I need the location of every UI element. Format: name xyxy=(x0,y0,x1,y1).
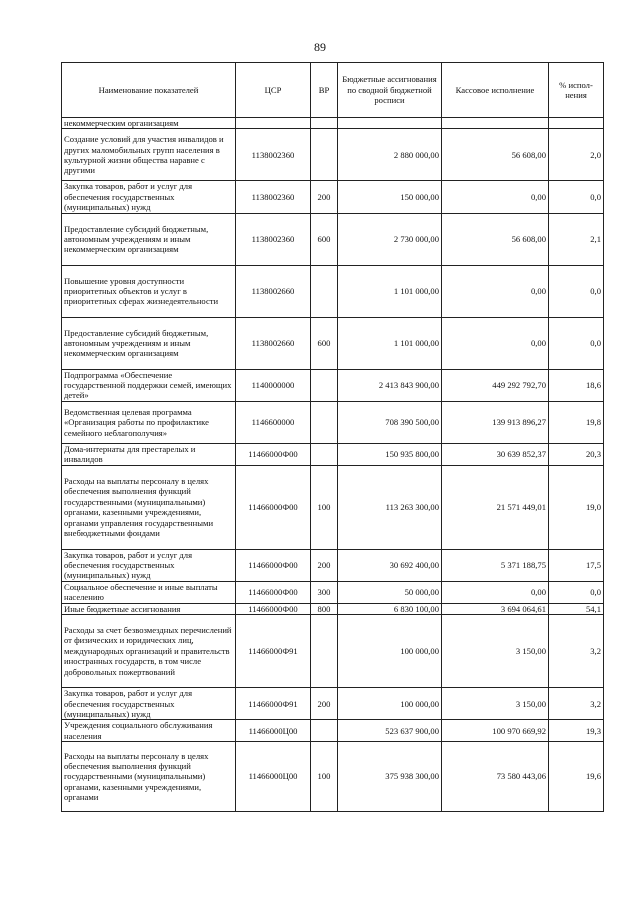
row-cash-cell xyxy=(442,118,549,129)
table-row xyxy=(62,369,604,401)
row-cash-cell: 139 913 896,27 xyxy=(442,401,549,443)
table-row xyxy=(62,317,604,369)
row-cash-cell: 449 292 792,70 xyxy=(442,369,549,401)
row-csr-cell: 1138002660 xyxy=(236,265,311,317)
row-vr-cell: 800 xyxy=(311,603,338,614)
row-budget-cell: 1 101 000,00 xyxy=(338,317,442,369)
row-name-cell: Ведомственная целевая программа «Организация работы по профилактике семейного неблагополучия» xyxy=(62,401,236,443)
row-csr-cell xyxy=(236,118,311,129)
row-cash-cell: 0,00 xyxy=(442,265,549,317)
row-csr-cell: 11466000Ф00 xyxy=(236,465,311,549)
row-csr-cell: 11466000Ф00 xyxy=(236,549,311,581)
header-cash: Кассовое исполнение xyxy=(442,63,549,118)
row-budget-cell: 50 000,00 xyxy=(338,581,442,603)
row-cash-cell: 3 150,00 xyxy=(442,688,549,720)
row-vr-cell xyxy=(311,401,338,443)
row-vr-cell: 100 xyxy=(311,465,338,549)
header-csr: ЦСР xyxy=(236,63,311,118)
row-cash-cell: 0,00 xyxy=(442,317,549,369)
row-budget-cell xyxy=(338,118,442,129)
table-row xyxy=(62,465,604,549)
row-pct-cell: 2,0 xyxy=(549,129,604,181)
row-name-cell: некоммерческим организациям xyxy=(62,118,236,129)
row-csr-cell: 1140000000 xyxy=(236,369,311,401)
row-name-cell: Предоставление субсидий бюджетным, автономным учреждениям и иным некоммерческим организациям xyxy=(62,213,236,265)
table-row xyxy=(62,720,604,742)
row-budget-cell: 1 101 000,00 xyxy=(338,265,442,317)
row-cash-cell: 30 639 852,37 xyxy=(442,443,549,465)
table-row xyxy=(62,549,604,581)
row-pct-cell: 0,0 xyxy=(549,181,604,213)
row-csr-cell: 1138002660 xyxy=(236,317,311,369)
row-csr-cell: 1138002360 xyxy=(236,213,311,265)
row-cash-cell: 0,00 xyxy=(442,181,549,213)
table-row xyxy=(62,603,604,614)
row-name-cell: Закупка товаров, работ и услуг для обеспечения государственных (муниципальных) нужд xyxy=(62,181,236,213)
row-name-cell: Расходы на выплаты персоналу в целях обеспечения выполнения функций государственными (муниципальными) органами, казенными учреждениями, органами xyxy=(62,742,236,812)
row-vr-cell: 300 xyxy=(311,581,338,603)
table-row xyxy=(62,443,604,465)
row-pct-cell: 3,2 xyxy=(549,615,604,688)
row-name-cell: Социальное обеспечение и иные выплаты населению xyxy=(62,581,236,603)
header-budget: Бюджетные ассигнования по сводной бюджетной росписи xyxy=(338,63,442,118)
row-pct-cell: 54,1 xyxy=(549,603,604,614)
row-name-cell: Закупка товаров, работ и услуг для обеспечения государственных (муниципальных) нужд xyxy=(62,549,236,581)
row-budget-cell: 30 692 400,00 xyxy=(338,549,442,581)
row-name-cell: Повышение уровня доступности приоритетных объектов и услуг в приоритетных сферах жизнедеятельности xyxy=(62,265,236,317)
header-name: Наименование показателей xyxy=(62,63,236,118)
row-budget-cell: 2 413 843 900,00 xyxy=(338,369,442,401)
row-name-cell: Учреждения социального обслуживания населения xyxy=(62,720,236,742)
row-csr-cell: 11466000Ц00 xyxy=(236,742,311,812)
row-budget-cell: 2 880 000,00 xyxy=(338,129,442,181)
header-pct: % испол- нения xyxy=(549,63,604,118)
row-csr-cell: 11466000Ф91 xyxy=(236,688,311,720)
row-pct-cell: 18,6 xyxy=(549,369,604,401)
table-header-row xyxy=(62,63,604,118)
row-vr-cell: 100 xyxy=(311,742,338,812)
row-pct-cell: 0,0 xyxy=(549,581,604,603)
row-name-cell: Создание условий для участия инвалидов и других маломобильных групп населения в культурной жизни общества наравне с другими xyxy=(62,129,236,181)
row-name-cell: Расходы за счет безвозмездных перечислений от физических и юридических лиц, международных организаций и правительств иностранных государств, в том числе добровольных пожертвований xyxy=(62,615,236,688)
table-row xyxy=(62,213,604,265)
row-vr-cell xyxy=(311,129,338,181)
row-vr-cell: 600 xyxy=(311,213,338,265)
row-budget-cell: 2 730 000,00 xyxy=(338,213,442,265)
header-vr: ВР xyxy=(311,63,338,118)
row-name-cell: Предоставление субсидий бюджетным, автономным учреждениям и иным некоммерческим организациям xyxy=(62,317,236,369)
row-budget-cell: 113 263 300,00 xyxy=(338,465,442,549)
row-vr-cell xyxy=(311,615,338,688)
row-cash-cell: 56 608,00 xyxy=(442,213,549,265)
row-budget-cell: 6 830 100,00 xyxy=(338,603,442,614)
row-cash-cell: 0,00 xyxy=(442,581,549,603)
row-csr-cell: 11466000Ф00 xyxy=(236,581,311,603)
row-csr-cell: 1146600000 xyxy=(236,401,311,443)
row-name-cell: Дома-интернаты для престарелых и инвалидов xyxy=(62,443,236,465)
budget-execution-table xyxy=(61,62,604,812)
row-cash-cell: 5 371 188,75 xyxy=(442,549,549,581)
row-vr-cell: 200 xyxy=(311,549,338,581)
row-vr-cell xyxy=(311,265,338,317)
row-vr-cell: 200 xyxy=(311,181,338,213)
row-budget-cell: 708 390 500,00 xyxy=(338,401,442,443)
row-csr-cell: 1138002360 xyxy=(236,129,311,181)
row-pct-cell: 2,1 xyxy=(549,213,604,265)
row-budget-cell: 150 000,00 xyxy=(338,181,442,213)
table-row xyxy=(62,129,604,181)
row-pct-cell: 17,5 xyxy=(549,549,604,581)
row-name-cell: Закупка товаров, работ и услуг для обеспечения государственных (муниципальных) нужд xyxy=(62,688,236,720)
row-budget-cell: 375 938 300,00 xyxy=(338,742,442,812)
row-csr-cell: 11466000Ф91 xyxy=(236,615,311,688)
row-budget-cell: 150 935 800,00 xyxy=(338,443,442,465)
row-csr-cell: 11466000Ц00 xyxy=(236,720,311,742)
row-vr-cell xyxy=(311,720,338,742)
row-pct-cell: 0,0 xyxy=(549,265,604,317)
row-cash-cell: 21 571 449,01 xyxy=(442,465,549,549)
table-row xyxy=(62,688,604,720)
row-cash-cell: 3 694 064,61 xyxy=(442,603,549,614)
row-cash-cell: 3 150,00 xyxy=(442,615,549,688)
row-pct-cell xyxy=(549,118,604,129)
row-cash-cell: 73 580 443,06 xyxy=(442,742,549,812)
table-row xyxy=(62,265,604,317)
row-pct-cell: 20,3 xyxy=(549,443,604,465)
table-row xyxy=(62,118,604,129)
table-row xyxy=(62,181,604,213)
row-vr-cell xyxy=(311,118,338,129)
row-cash-cell: 56 608,00 xyxy=(442,129,549,181)
page-number: 89 xyxy=(314,40,326,54)
row-pct-cell: 19,0 xyxy=(549,465,604,549)
row-vr-cell xyxy=(311,443,338,465)
table-row xyxy=(62,401,604,443)
row-name-cell: Иные бюджетные ассигнования xyxy=(62,603,236,614)
row-pct-cell: 19,8 xyxy=(549,401,604,443)
row-csr-cell: 11466000Ф00 xyxy=(236,443,311,465)
row-csr-cell: 1138002360 xyxy=(236,181,311,213)
row-vr-cell: 200 xyxy=(311,688,338,720)
row-vr-cell: 600 xyxy=(311,317,338,369)
row-pct-cell: 3,2 xyxy=(549,688,604,720)
row-name-cell: Подпрограмма «Обеспечение государственной поддержки семей, имеющих детей» xyxy=(62,369,236,401)
row-cash-cell: 100 970 669,92 xyxy=(442,720,549,742)
row-pct-cell: 0,0 xyxy=(549,317,604,369)
row-budget-cell: 523 637 900,00 xyxy=(338,720,442,742)
row-budget-cell: 100 000,00 xyxy=(338,688,442,720)
table-row xyxy=(62,615,604,688)
row-name-cell: Расходы на выплаты персоналу в целях обеспечения выполнения функций государственными (муниципальными) органами, казенными учреждениями, органами управления государственными внебюджетными фондами xyxy=(62,465,236,549)
table-row xyxy=(62,742,604,812)
row-vr-cell xyxy=(311,369,338,401)
row-csr-cell: 11466000Ф00 xyxy=(236,603,311,614)
row-pct-cell: 19,6 xyxy=(549,742,604,812)
row-pct-cell: 19,3 xyxy=(549,720,604,742)
row-budget-cell: 100 000,00 xyxy=(338,615,442,688)
table-row xyxy=(62,581,604,603)
